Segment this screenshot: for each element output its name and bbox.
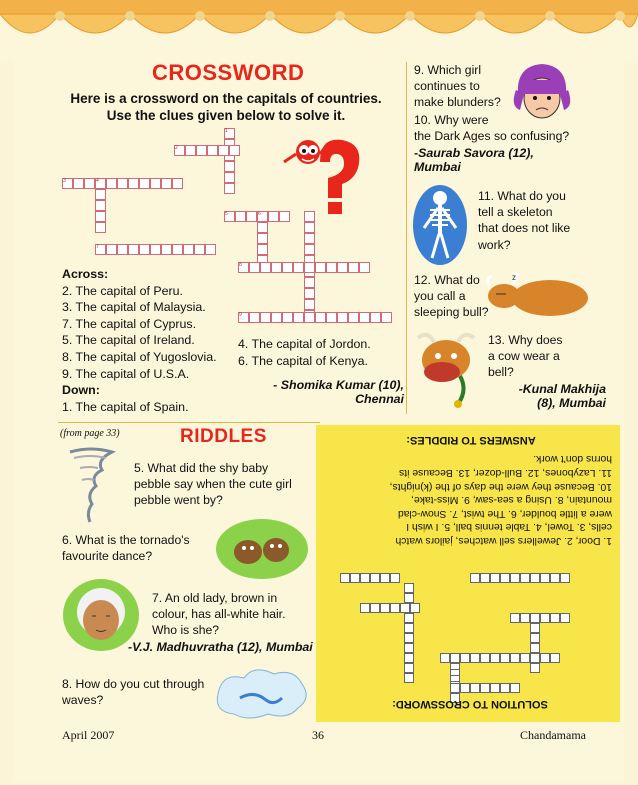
down-clue: 4. The capital of Jordon.: [238, 337, 371, 351]
cell-number: 6: [258, 211, 261, 217]
crossword-cell[interactable]: [293, 262, 304, 273]
footer-magazine: Chandamama: [520, 728, 586, 742]
solution-cell: [500, 683, 510, 693]
from-page-note: (from page 33): [60, 428, 120, 439]
solution-cell: [530, 573, 540, 583]
riddle-text: favourite dance?: [62, 549, 153, 564]
cell-number: 5: [225, 211, 228, 217]
riddle-text: the Dark Ages so confusing?: [414, 129, 570, 144]
skeleton-icon: [412, 184, 468, 266]
credit-city: Mumbai: [414, 160, 461, 174]
crossword-cell[interactable]: [271, 312, 282, 323]
answer-line: were a little boulder, 6. The twist, 7. Snow-clad: [397, 507, 612, 519]
riddle-text: 6. What is the tornado's: [62, 533, 190, 547]
crossword-cell[interactable]: [224, 161, 235, 172]
riddle-7: [152, 590, 322, 639]
crossword-cell[interactable]: [172, 244, 183, 255]
crossword-cell[interactable]: [257, 222, 268, 233]
solution-cell: [404, 623, 414, 633]
question-mark-character: [280, 132, 370, 217]
riddle-text: work?: [478, 237, 511, 252]
riddle-text: that does not like: [478, 221, 571, 236]
answers-heading: ANSWERS TO RIDDLES:: [406, 434, 536, 446]
solution-cell: [540, 653, 550, 663]
solution-cell: [440, 653, 450, 663]
solution-cell: [404, 583, 414, 593]
down-clues-extra: [238, 336, 408, 369]
solution-cell: [540, 613, 550, 623]
solution-cell: [510, 573, 520, 583]
crossword-cell[interactable]: [224, 183, 235, 194]
crossword-cell[interactable]: [315, 312, 326, 323]
riddle-10: [414, 112, 594, 144]
riddle-13: [488, 332, 588, 381]
cell-number: 1: [225, 128, 228, 134]
solution-cell: [460, 653, 470, 663]
credit-city: Chennai: [355, 392, 404, 406]
solution-cell: [480, 573, 490, 583]
crossword-cell[interactable]: [348, 312, 359, 323]
riddle-5: [134, 460, 314, 509]
crossword-cell[interactable]: [185, 145, 196, 156]
solution-cell: [360, 603, 370, 613]
solution-cell: [450, 653, 460, 663]
answer-line: 1. Door, 2. Jewellers sell watches, jailors watch: [395, 535, 612, 547]
crossword-cell[interactable]: [128, 244, 139, 255]
across-heading: Across:: [62, 267, 109, 281]
crossword-title: CROSSWORD: [152, 60, 305, 85]
riddle-text: Who is she?: [152, 623, 220, 638]
crossword-cell[interactable]: [337, 262, 348, 273]
riddle-text: pebble say when the cute girl: [134, 477, 292, 492]
crossword-cell[interactable]: [106, 244, 117, 255]
answer-line: mountain, 8. Using a sea-saw, 9. Miss-take,: [411, 494, 612, 506]
crossword-cell[interactable]: [257, 233, 268, 244]
crossword-cell[interactable]: [304, 222, 315, 233]
crossword-cell[interactable]: [150, 244, 161, 255]
credit-name: - Shomika Kumar (10),: [273, 378, 404, 392]
answer-line: horns don't work.: [533, 453, 612, 465]
credit-madhuvratha: -V.J. Madhuvratha (12), Mumbai: [128, 640, 313, 654]
crossword-cell[interactable]: [257, 244, 268, 255]
solution-cell: [530, 643, 540, 653]
solution-cell: [380, 603, 390, 613]
crossword-cell[interactable]: [304, 262, 315, 273]
pebbles-icon: [214, 518, 310, 580]
credit-kunal: [486, 382, 606, 410]
crossword-cell[interactable]: [194, 244, 205, 255]
solution-cell: [470, 573, 480, 583]
answer-line: cells, 3. Towel, 4. Table tennis ball, 5. I wish I: [406, 521, 612, 533]
crossword-cell[interactable]: [315, 262, 326, 273]
riddle-text: 13. Why does: [488, 333, 563, 347]
across-clue: 5. The capital of Ireland.: [62, 333, 195, 348]
crossword-cell[interactable]: [95, 189, 106, 200]
across-clue: 7. The capital of Cyprus.: [62, 316, 197, 331]
solution-cell: [550, 653, 560, 663]
solution-cell: [390, 573, 400, 583]
crossword-cell[interactable]: [326, 262, 337, 273]
solution-cell: [560, 613, 570, 623]
solution-cell: [470, 653, 480, 663]
solution-cell: [400, 603, 410, 613]
intro-line-2: Use the clues given below to solve it.: [106, 108, 346, 123]
solution-cell: [350, 573, 360, 583]
crossword-cell[interactable]: [172, 178, 183, 189]
solution-cell: [530, 653, 540, 663]
crossword-cell[interactable]: [249, 312, 260, 323]
svg-text:z: z: [512, 273, 516, 282]
riddle-text: 10. Why were: [414, 113, 489, 127]
crossword-cell[interactable]: [249, 262, 260, 273]
cell-number: 3: [63, 178, 66, 184]
riddle-text: bell?: [488, 365, 514, 380]
crossword-cell[interactable]: [139, 244, 150, 255]
solution-cell: [340, 573, 350, 583]
solution-cell: [530, 613, 540, 623]
crossword-cell[interactable]: [235, 211, 246, 222]
credit-name: -Saurab Savora (12),: [414, 146, 534, 160]
crossword-cell[interactable]: [304, 233, 315, 244]
riddle-text: pebble went by?: [134, 493, 223, 508]
solution-cell: [510, 653, 520, 663]
intro-line-1: Here is a crossword on the capitals of countries.: [70, 91, 382, 106]
riddle-9: [414, 62, 524, 111]
solution-cell: [404, 663, 414, 673]
solution-cell: [404, 643, 414, 653]
curtain-decoration: [0, 0, 638, 60]
crossword-cell[interactable]: [224, 172, 235, 183]
cell-number: 7: [96, 244, 99, 250]
crossword-cell[interactable]: [370, 312, 381, 323]
across-clue: 9. The capital of U.S.A.: [62, 366, 190, 381]
solution-cell: [410, 603, 420, 613]
solution-cell: [510, 683, 520, 693]
crossword-cell[interactable]: [381, 312, 392, 323]
crossword-cell[interactable]: [282, 312, 293, 323]
crossword-cell[interactable]: [196, 145, 207, 156]
riddle-text: 7. An old lady, brown in: [152, 591, 278, 605]
solution-cell: [404, 633, 414, 643]
riddle-text: sleeping bull?: [414, 305, 489, 320]
riddle-text: 11. What do you: [478, 189, 566, 203]
riddle-text: 5. What did the shy baby: [134, 461, 269, 475]
riddle-text: tell a skeleton: [478, 205, 553, 220]
crossword-cell[interactable]: [293, 312, 304, 323]
solution-cell: [550, 613, 560, 623]
solution-cell: [490, 653, 500, 663]
riddle-text: 12. What do: [414, 273, 480, 287]
solution-cell: [560, 573, 570, 583]
crossword-credit: [264, 378, 404, 406]
crossword-cell[interactable]: [268, 211, 279, 222]
solution-cell: [404, 673, 414, 683]
crossword-cell[interactable]: [128, 178, 139, 189]
down-clue: 1. The capital of Spain.: [62, 399, 189, 414]
riddle-text: colour, has all-white hair.: [152, 607, 286, 622]
riddle-8: [62, 676, 232, 708]
cell-number: 8: [239, 262, 242, 268]
riddle-text: you call a: [414, 289, 466, 304]
crossword-cell[interactable]: [95, 200, 106, 211]
crossword-cell[interactable]: [304, 288, 315, 299]
footer-page-number: 36: [312, 728, 324, 742]
crossword-cell[interactable]: [229, 145, 240, 156]
crossword-cell[interactable]: [73, 178, 84, 189]
crossword-cell[interactable]: [205, 244, 216, 255]
section-divider: [58, 422, 320, 423]
credit-city: (8), Mumbai: [537, 396, 606, 410]
solution-cell: [520, 613, 530, 623]
solution-cell: [510, 613, 520, 623]
solution-cell: [480, 653, 490, 663]
sleeping-bull-icon: [482, 268, 592, 320]
crossword-cell[interactable]: [304, 312, 315, 323]
solution-cell: [480, 683, 490, 693]
riddle-text: 8. How do you cut through: [62, 677, 205, 691]
solution-cell: [450, 683, 460, 693]
solution-cell: [520, 573, 530, 583]
solution-cell: [470, 683, 480, 693]
riddle-text: continues to: [414, 79, 480, 94]
crossword-cell[interactable]: [95, 211, 106, 222]
solution-cell: [390, 603, 400, 613]
answer-line: 10. Because they were the days of the (k)nights,: [389, 480, 612, 492]
crossword-cell[interactable]: [326, 312, 337, 323]
solution-cell: [370, 573, 380, 583]
riddle-text: make blunders?: [414, 95, 501, 110]
credit-name: -Kunal Makhija: [518, 382, 606, 396]
crossword-cell[interactable]: [304, 244, 315, 255]
solution-cell: [530, 623, 540, 633]
crossword-cell[interactable]: [260, 312, 271, 323]
crossword-cell[interactable]: [161, 244, 172, 255]
crossword-cell[interactable]: [271, 262, 282, 273]
riddle-11: [478, 188, 598, 253]
crossword-cell[interactable]: [150, 178, 161, 189]
cell-number: 2: [175, 145, 178, 151]
crossword-cell[interactable]: [183, 244, 194, 255]
solution-heading: SOLUTION TO CROSSWORD:: [392, 698, 548, 710]
solution-cell: [520, 653, 530, 663]
crossword-cell[interactable]: [218, 145, 229, 156]
crossword-cell[interactable]: [117, 244, 128, 255]
crossword-cell[interactable]: [106, 178, 117, 189]
answer-line: 11. Lazybones, 12. Bull-dozer, 13. Because its: [399, 467, 612, 479]
riddles-title: RIDDLES: [180, 426, 267, 447]
down-clue: 6. The capital of Kenya.: [238, 353, 368, 368]
solution-cell: [530, 663, 540, 673]
riddle-text: a cow wear a: [488, 349, 560, 364]
crossword-cell[interactable]: [348, 262, 359, 273]
column-divider: [406, 62, 407, 414]
solution-cell: [490, 573, 500, 583]
solution-cell: [460, 683, 470, 693]
crossword-cell[interactable]: [260, 262, 271, 273]
solution-cell: [530, 633, 540, 643]
crossword-cell[interactable]: [337, 312, 348, 323]
solution-cell: [404, 613, 414, 623]
solution-cell: [370, 603, 380, 613]
across-clue: 2. The capital of Peru.: [62, 283, 183, 298]
solution-cell: [500, 573, 510, 583]
answers-riddles: [330, 434, 612, 547]
waves-icon: [214, 664, 310, 722]
solution-cell: [540, 573, 550, 583]
solution-cell: [360, 573, 370, 583]
answers-lines: [330, 452, 612, 547]
tornado-icon: [66, 446, 116, 526]
solution-cell: [380, 573, 390, 583]
down-heading: Down:: [62, 383, 100, 398]
crossword-cell[interactable]: [117, 178, 128, 189]
solution-cell: [404, 593, 414, 603]
riddle-text: waves?: [62, 693, 104, 708]
solution-cell: [550, 573, 560, 583]
credit-saurab: [414, 146, 534, 174]
crossword-cell[interactable]: [304, 277, 315, 288]
crossword-cell[interactable]: [207, 145, 218, 156]
across-clue: 8. The capital of Yugoslovia.: [62, 349, 217, 364]
footer-date: April 2007: [62, 728, 115, 742]
solution-cell: [500, 653, 510, 663]
cell-number: 9: [239, 312, 242, 318]
crossword-cell[interactable]: [84, 178, 95, 189]
crossword-cell[interactable]: [95, 222, 106, 233]
across-clues: [62, 266, 242, 415]
cell-number: 4: [96, 178, 99, 184]
crossword-cell[interactable]: [161, 178, 172, 189]
riddle-text: 9. Which girl: [414, 63, 482, 77]
solution-cell: [404, 653, 414, 663]
crossword-cell[interactable]: [246, 211, 257, 222]
solution-cell: [490, 683, 500, 693]
crossword-cell[interactable]: [359, 312, 370, 323]
crossword-cell[interactable]: [304, 299, 315, 310]
crossword-cell[interactable]: [139, 178, 150, 189]
riddle-6: [62, 532, 232, 564]
cow-icon: [408, 330, 484, 410]
crossword-intro: [56, 90, 396, 124]
across-clue: 3. The capital of Malaysia.: [62, 300, 206, 315]
crossword-cell[interactable]: [282, 262, 293, 273]
crossword-cell[interactable]: [359, 262, 370, 273]
